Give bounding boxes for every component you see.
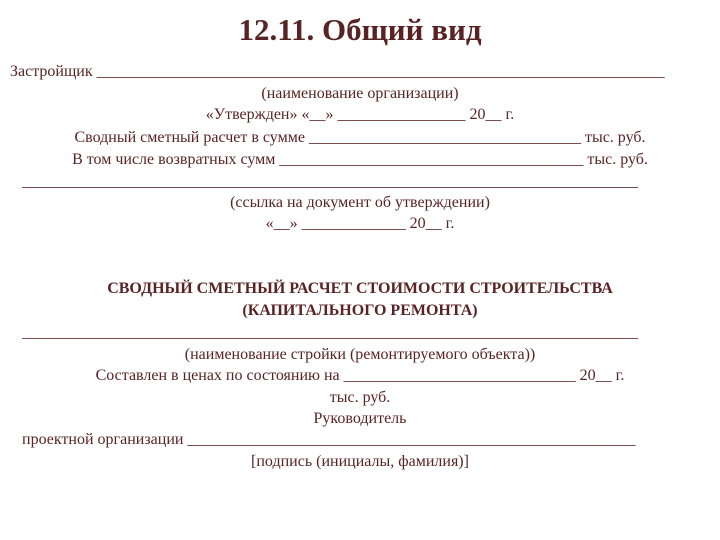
prices-as-of-line: Составлен в ценах по состоянию на _____________________________ 20__ г.: [95, 367, 625, 384]
head-line: Руководитель: [313, 410, 407, 427]
thousand-rub-line: тыс. руб.: [329, 389, 391, 406]
design-org-line: проектной организации ________________________________________________________: [22, 431, 636, 448]
blank-line-2: _____________________________________________________________________________: [22, 324, 638, 341]
blank-line: _____________________________________________________________________________: [22, 173, 638, 190]
developer-line: Застройщик _______________________________________________________________________: [10, 63, 665, 80]
object-caption: (наименование стройки (ремонтируемого объекта)): [184, 346, 536, 363]
org-caption: (наименование организации): [261, 85, 459, 102]
page-title: 12.11. Общий вид: [238, 12, 482, 47]
returnable-sums-line: В том числе возвратных сумм ______________________________________ тыс. руб.: [72, 151, 648, 168]
heading-line-2: (КАПИТАЛЬНОГО РЕМОНТА): [242, 302, 478, 319]
summary-sum-line: Сводный сметный расчет в сумме __________________________________ тыс. руб.: [74, 129, 646, 146]
signature-caption: [подпись (инициалы, фамилия)]: [251, 453, 469, 470]
heading-line-1: СВОДНЫЙ СМЕТНЫЙ РАСЧЕТ СТОИМОСТИ СТРОИТЕЛЬСТВА: [107, 280, 613, 297]
approved-line: «Утвержден» «__» ________________ 20__ г.: [205, 106, 515, 123]
doc-ref-caption: (ссылка на документ об утверждении): [230, 194, 490, 211]
date-line: «__» _____________ 20__ г.: [265, 215, 455, 232]
